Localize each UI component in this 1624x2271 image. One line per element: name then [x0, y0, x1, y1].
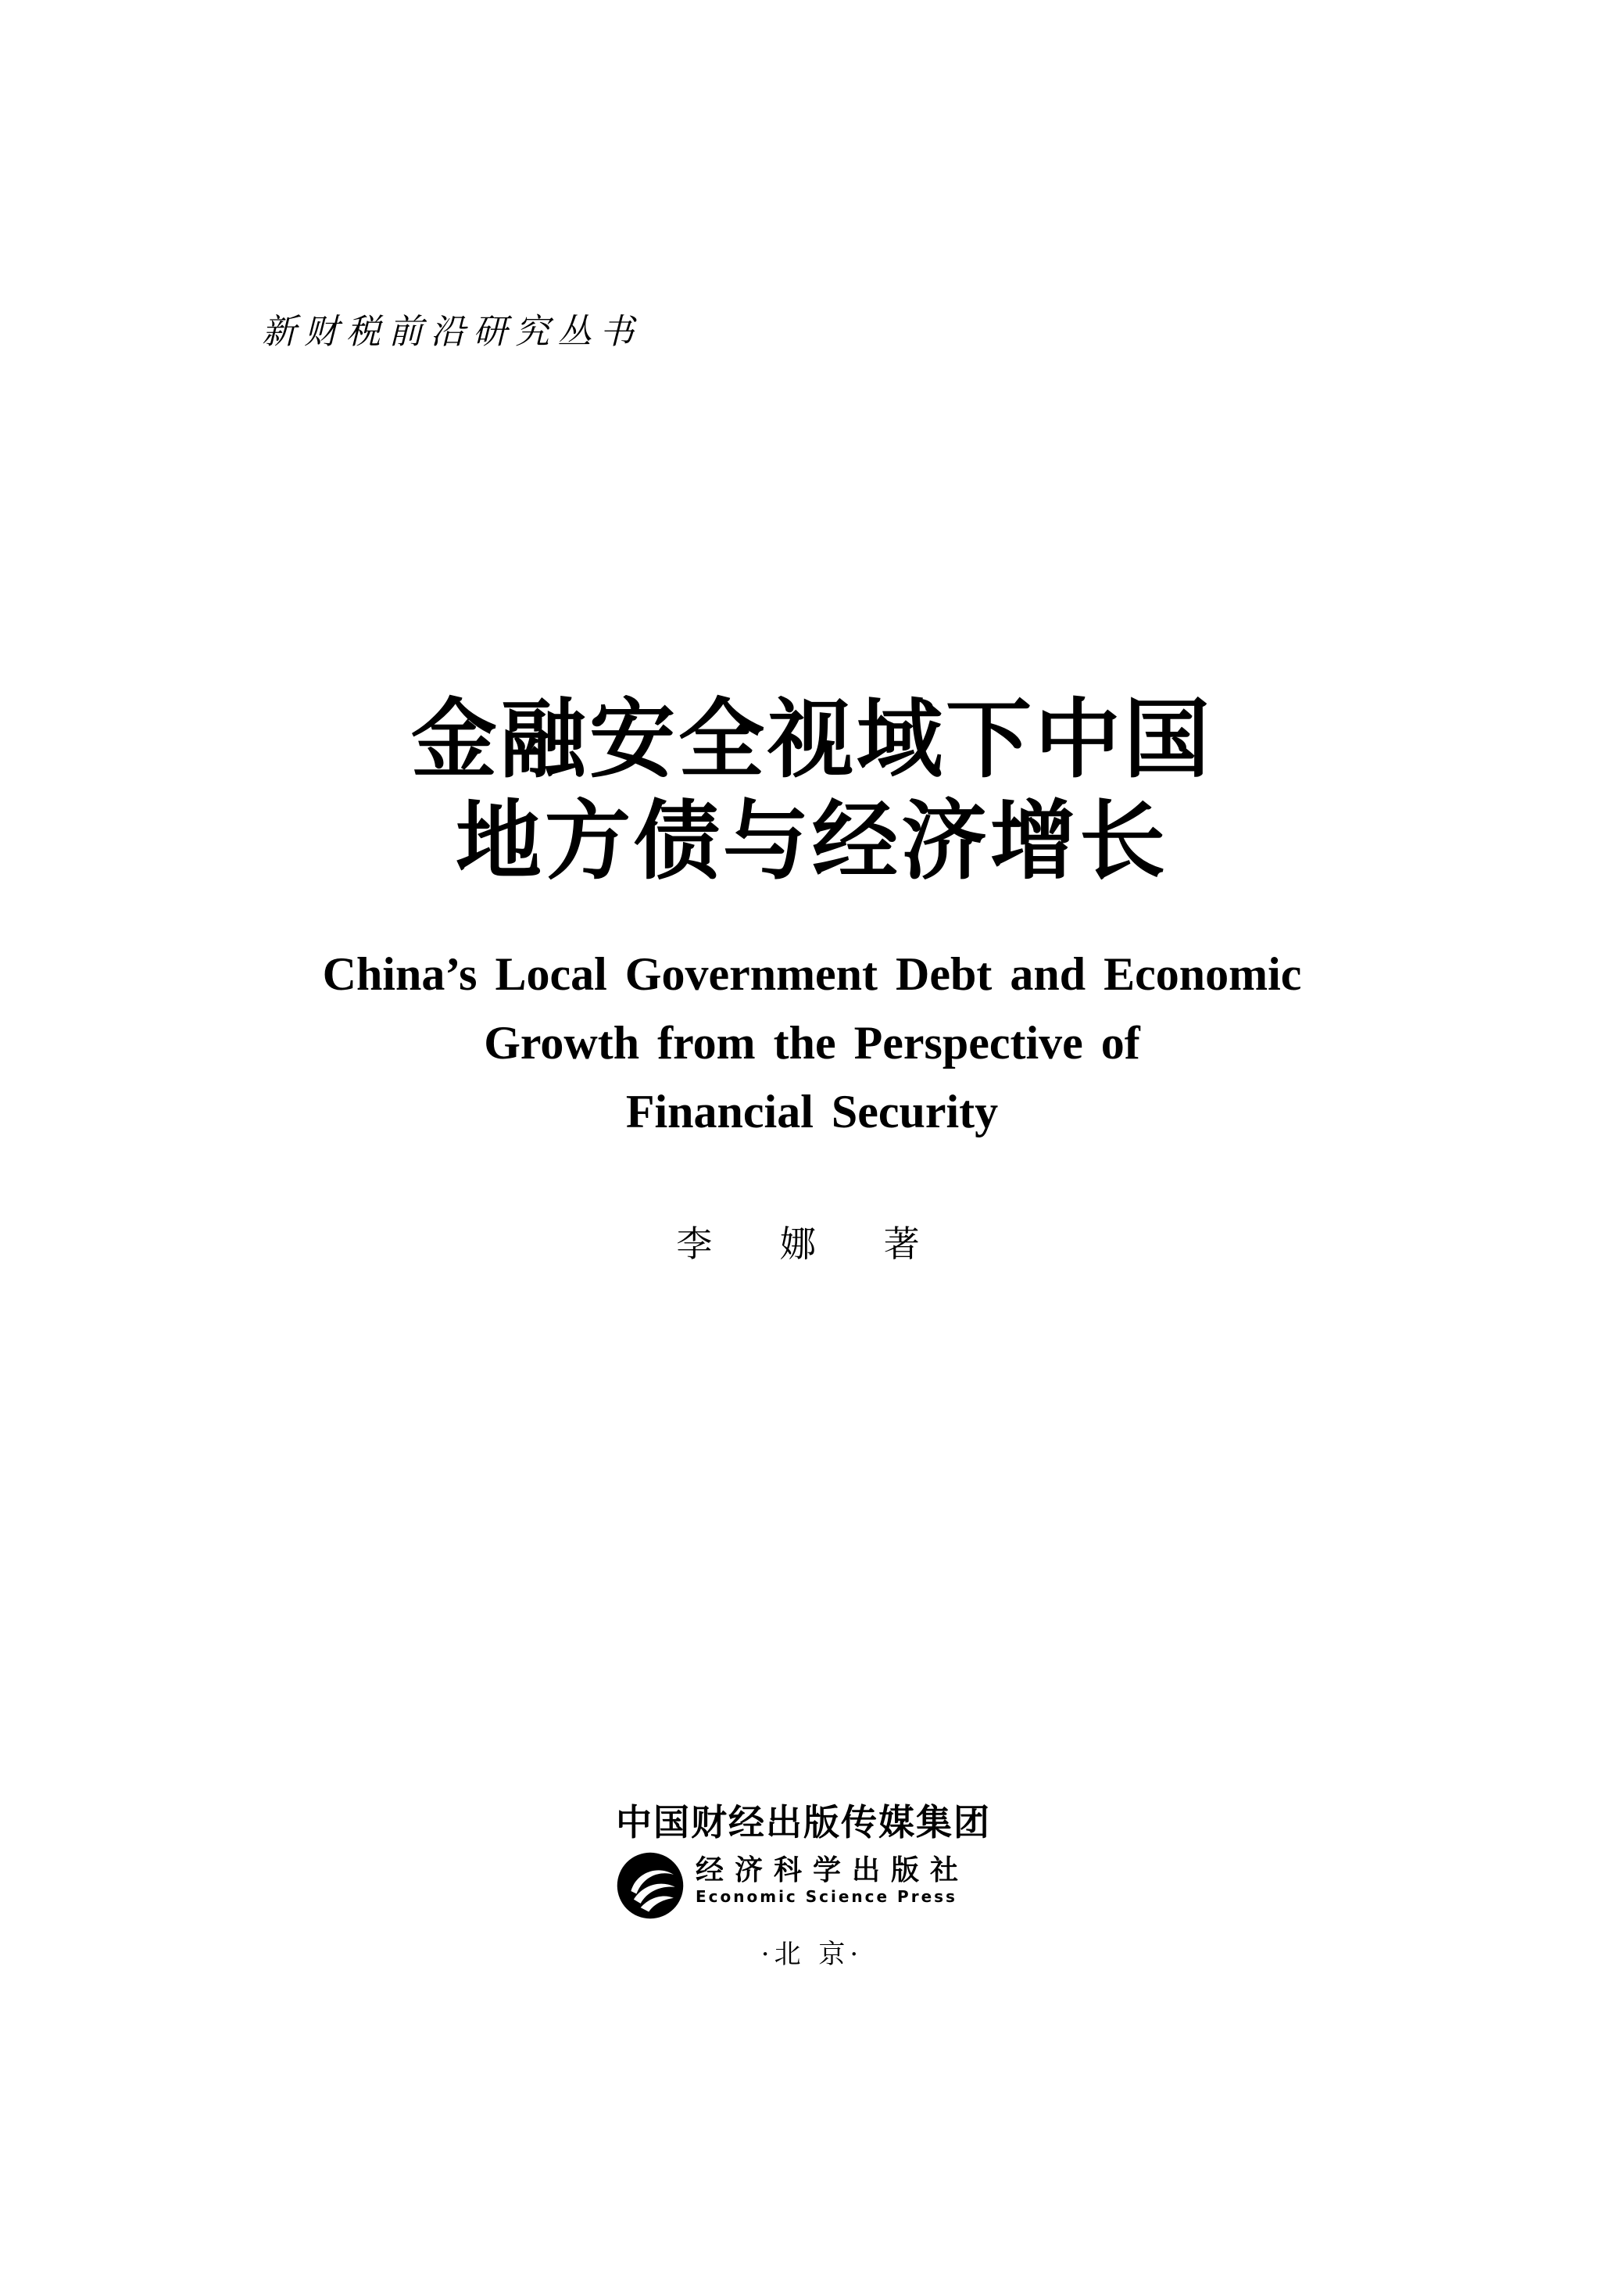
english-title-line-2: Growth from the Perspective of — [484, 1017, 1140, 1069]
series-name: 新财税前沿研究丛书 — [262, 312, 642, 352]
publisher-city: ·北 京· — [760, 1939, 864, 1970]
chinese-title-line-1: 金融安全视域下中国 — [411, 689, 1213, 790]
english-title-line-1: China’s Local Government Debt and Economic — [322, 948, 1302, 1000]
publisher-group-name: 中国财经出版传媒集团 — [616, 1801, 991, 1843]
publisher-name-chinese: 经济科学出版社 — [696, 1854, 970, 1886]
chinese-title-line-2: 地方债与经济增长 — [456, 790, 1168, 891]
economic-science-press-logo-icon — [616, 1851, 685, 1920]
publisher-name-english: Economic Science Press — [696, 1887, 957, 1906]
english-title-line-3: Financial Security — [625, 1086, 999, 1137]
author-line: 李 娜 著 — [676, 1223, 948, 1265]
